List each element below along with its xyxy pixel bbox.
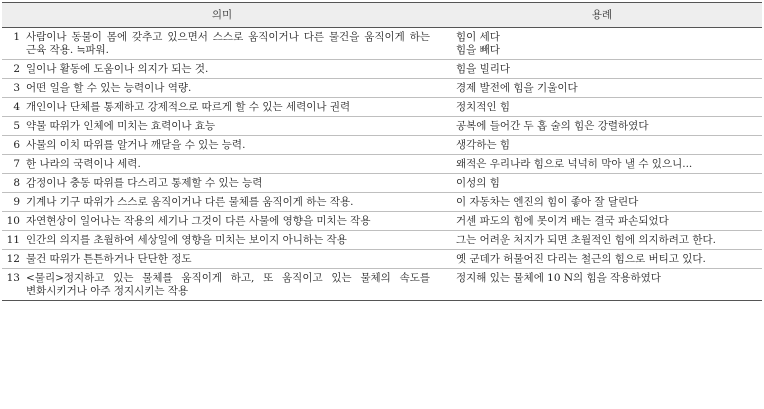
table-row bbox=[2, 155, 762, 174]
row-number: 1 bbox=[2, 28, 22, 60]
example-text: 그는 어려운 처지가 되면 초월적인 힘에 의지하려고 한다. bbox=[456, 234, 717, 246]
row-number: 2 bbox=[2, 60, 22, 79]
row-example bbox=[442, 155, 762, 174]
row-example bbox=[442, 98, 762, 117]
table-row bbox=[2, 60, 762, 79]
row-number: 12 bbox=[2, 250, 22, 269]
row-example bbox=[442, 117, 762, 136]
table-row bbox=[2, 231, 762, 250]
row-meaning: 한 나라의 국력이나 세력. bbox=[22, 155, 442, 174]
example-text: 왜적은 우리나라 힘으로 넉넉히 막아 낼 수 있으니... bbox=[456, 158, 693, 170]
row-meaning: 자연현상이 일어나는 작용의 세기나 그것이 다른 사물에 영향을 미치는 작용 bbox=[22, 212, 442, 231]
example-text: 이성의 힘 bbox=[456, 177, 500, 189]
row-meaning: 일이나 활동에 도움이나 의지가 되는 것. bbox=[22, 60, 442, 79]
row-meaning: 어떤 일을 할 수 있는 능력이나 역량. bbox=[22, 79, 442, 98]
row-meaning: 인간의 의지를 초월하여 세상일에 영향을 미치는 보이지 아니하는 작용 bbox=[22, 231, 442, 250]
table-row bbox=[2, 250, 762, 269]
table-row bbox=[2, 117, 762, 136]
example-text: 정지해 있는 물체에 10 N의 힘을 작용하였다 bbox=[456, 272, 661, 284]
table-body bbox=[2, 28, 762, 301]
row-number: 5 bbox=[2, 117, 22, 136]
example-text: 생각하는 힘 bbox=[456, 139, 511, 151]
row-number: 13 bbox=[2, 269, 22, 301]
definition-table-container bbox=[2, 2, 762, 301]
row-number: 11 bbox=[2, 231, 22, 250]
table-row bbox=[2, 98, 762, 117]
row-example bbox=[442, 28, 762, 60]
table-row bbox=[2, 174, 762, 193]
table-row bbox=[2, 79, 762, 98]
example-text: 이 자동차는 엔진의 힘이 좋아 잘 달린다 bbox=[456, 196, 639, 208]
header-example: 용례 bbox=[442, 3, 762, 28]
table-row bbox=[2, 212, 762, 231]
row-meaning: 사람이나 동물이 몸에 갖추고 있으면서 스스로 움직이거나 다른 물건을 움직이게 하는 근육 작용. ≒파워. bbox=[22, 28, 442, 60]
row-number: 8 bbox=[2, 174, 22, 193]
row-meaning: 개인이나 단체를 통제하고 강제적으로 따르게 할 수 있는 세력이나 권력 bbox=[22, 98, 442, 117]
row-meaning: 사물의 이치 따위를 알거나 깨닫을 수 있는 능력. bbox=[22, 136, 442, 155]
example-text: 옛 군데가 허물어진 다리는 철근의 힘으로 버티고 있다. bbox=[456, 253, 706, 265]
table-header-row bbox=[2, 3, 762, 28]
row-example bbox=[442, 231, 762, 250]
row-number: 6 bbox=[2, 136, 22, 155]
row-number: 3 bbox=[2, 79, 22, 98]
row-number: 10 bbox=[2, 212, 22, 231]
table-row bbox=[2, 269, 762, 301]
example-text: 거센 파도의 힘에 못이겨 배는 결국 파손되었다 bbox=[456, 215, 669, 227]
row-meaning: 약물 따위가 인체에 미치는 효력이나 효능 bbox=[22, 117, 442, 136]
example-text: 힘을 빼다 bbox=[456, 44, 500, 56]
definition-table bbox=[2, 2, 762, 301]
row-example bbox=[442, 269, 762, 301]
row-meaning: 기계나 기구 따위가 스스로 움직이거나 다른 물체를 움직이게 하는 작용. bbox=[22, 193, 442, 212]
row-number: 4 bbox=[2, 98, 22, 117]
row-meaning: <물리>정지하고 있는 물체를 움직이게 하고, 또 움직이고 있는 물체의 속도를 변화시키거나 아주 정지시키는 작용 bbox=[22, 269, 442, 301]
example-text: 경제 발전에 힘을 기울이다 bbox=[456, 82, 578, 94]
row-example bbox=[442, 212, 762, 231]
row-example bbox=[442, 193, 762, 212]
row-example bbox=[442, 136, 762, 155]
row-number: 9 bbox=[2, 193, 22, 212]
example-text: 힘을 빌리다 bbox=[456, 63, 511, 75]
example-text: 정치적인 힘 bbox=[456, 101, 511, 113]
row-example bbox=[442, 174, 762, 193]
row-meaning: 물건 따위가 튼튼하거나 단단한 정도 bbox=[22, 250, 442, 269]
example-text: 공복에 들어간 두 홉 술의 힘은 강렬하였다 bbox=[456, 120, 649, 132]
header-meaning: 의미 bbox=[2, 3, 442, 28]
table-row bbox=[2, 193, 762, 212]
row-meaning: 감정이나 충동 따위를 다스리고 통제할 수 있는 능력 bbox=[22, 174, 442, 193]
table-row bbox=[2, 28, 762, 60]
example-text: 힘이 세다 bbox=[456, 31, 500, 43]
row-number: 7 bbox=[2, 155, 22, 174]
table-row bbox=[2, 136, 762, 155]
row-example bbox=[442, 250, 762, 269]
row-example bbox=[442, 60, 762, 79]
row-example bbox=[442, 79, 762, 98]
